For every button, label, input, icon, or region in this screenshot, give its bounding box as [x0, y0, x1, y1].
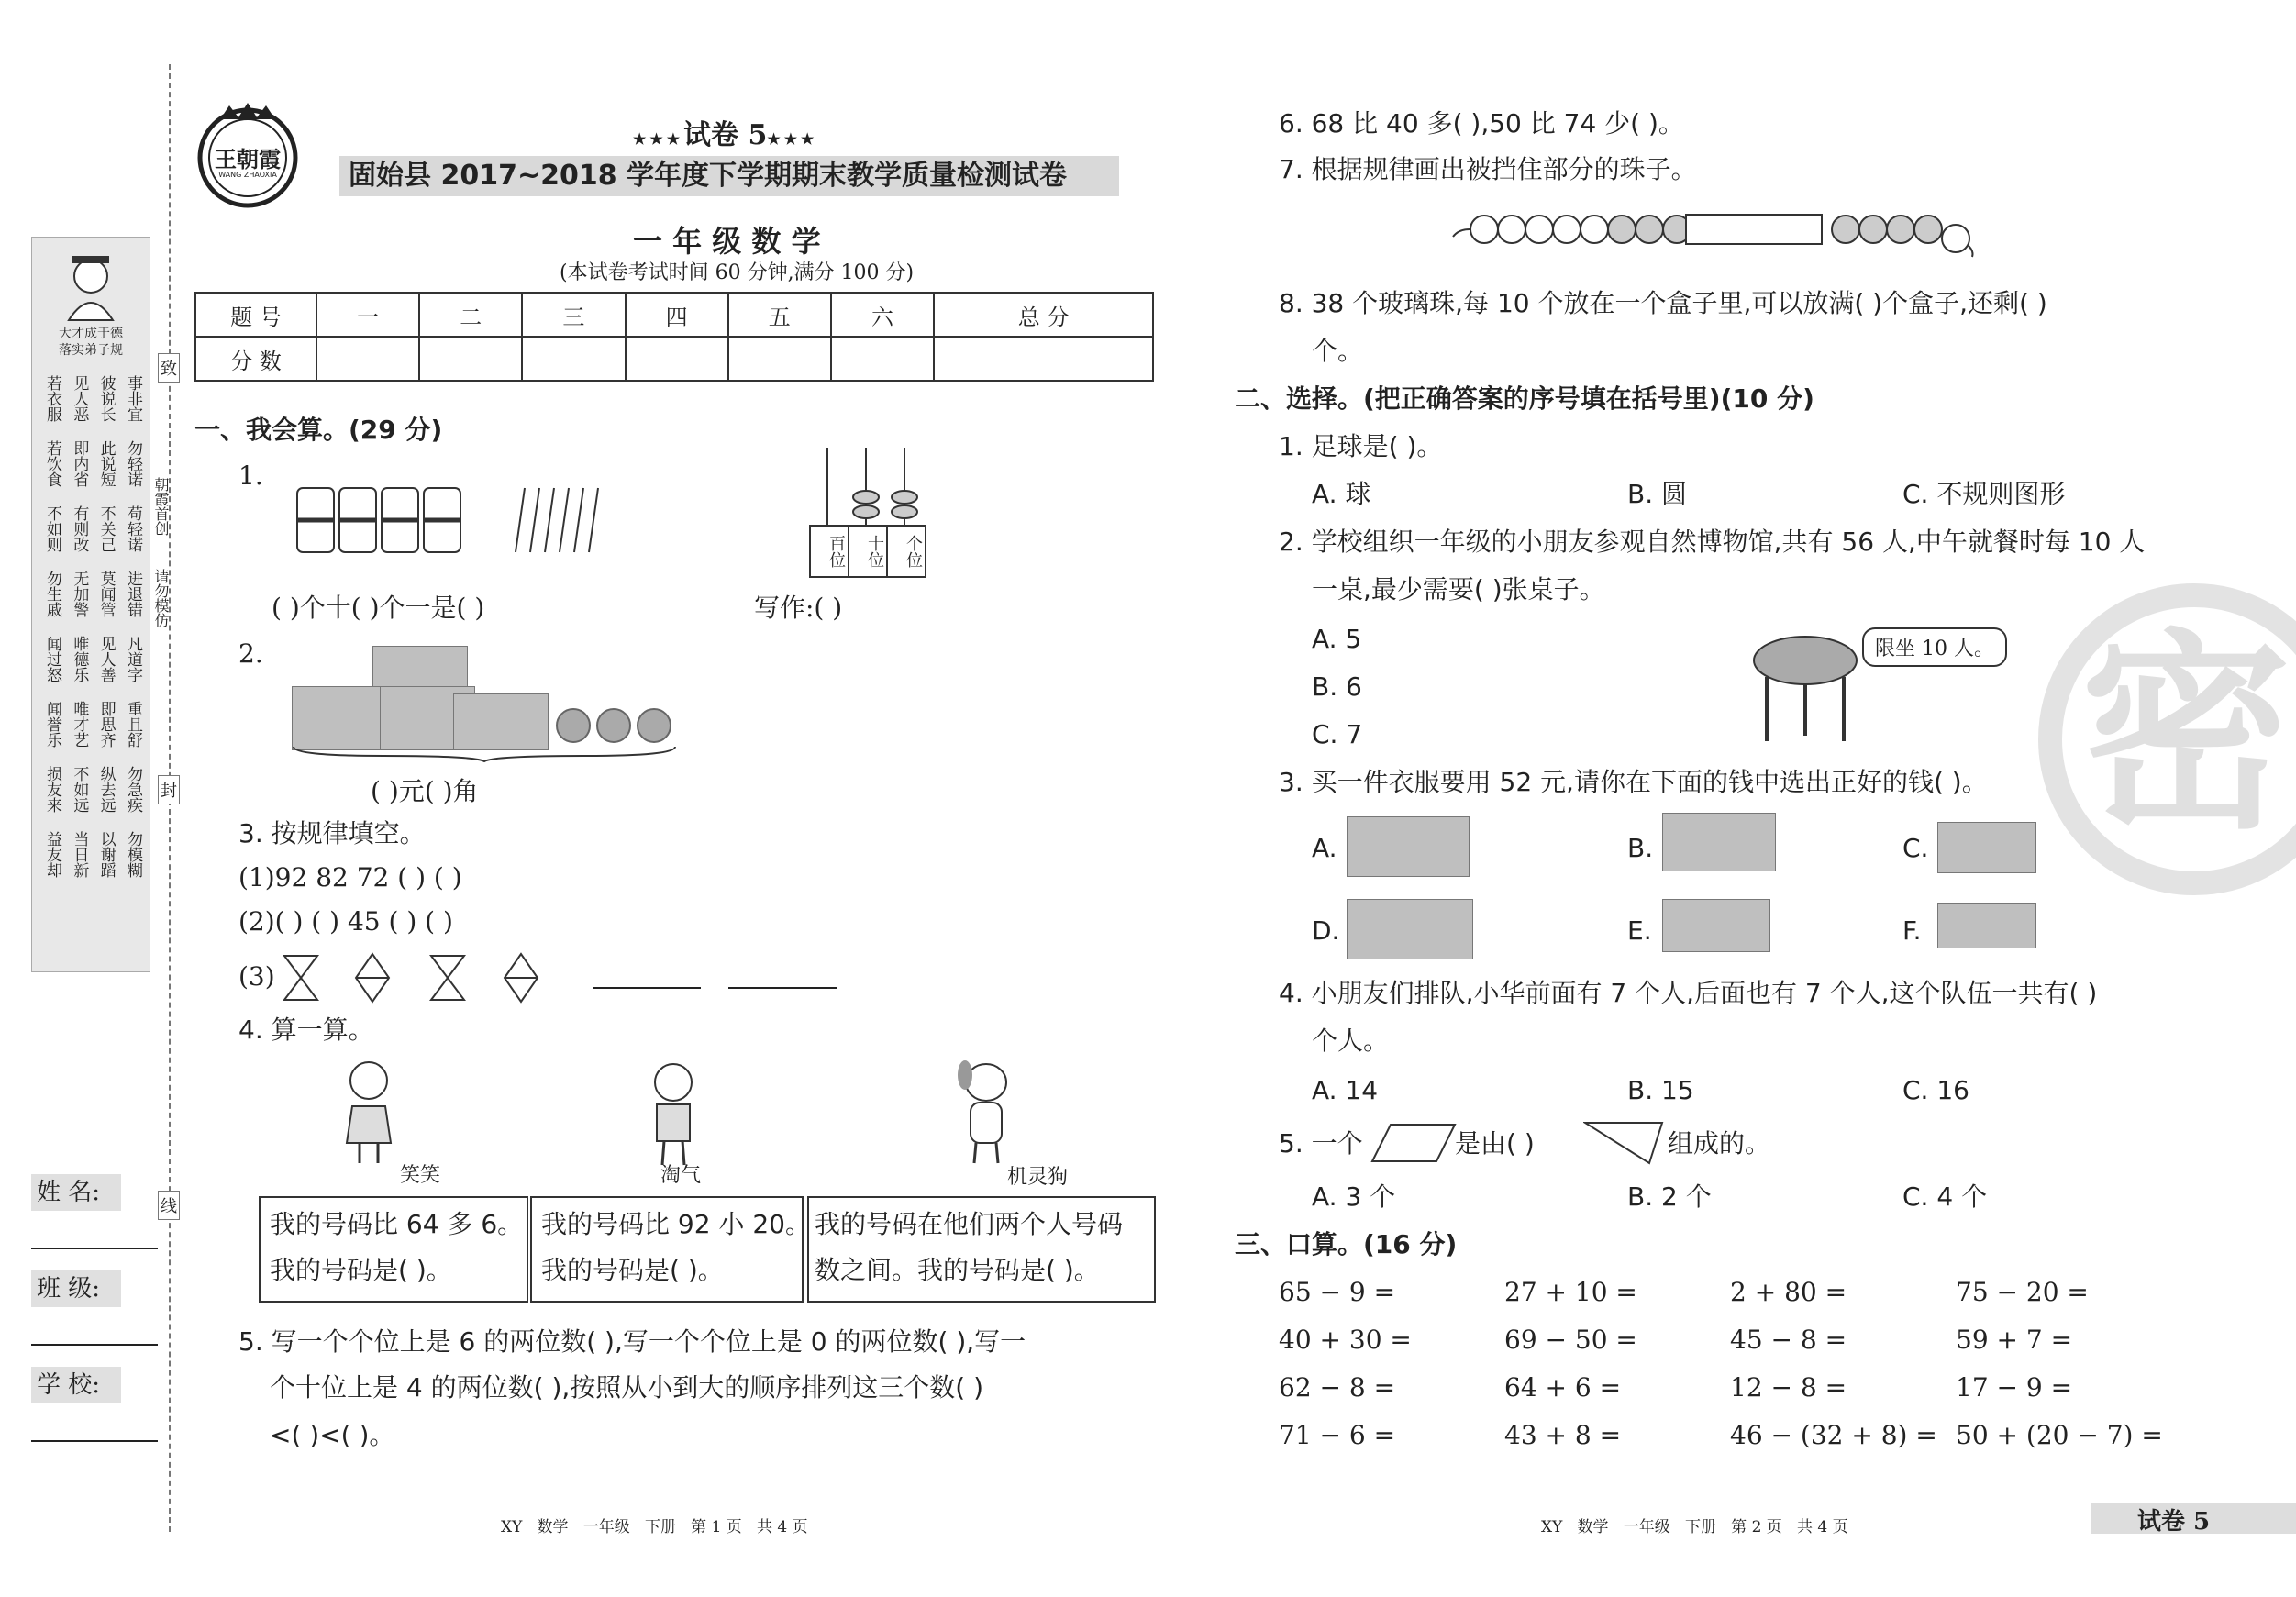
verse-group — [41, 505, 142, 552]
score-cell: 二 — [419, 293, 522, 337]
q8-line-2: 个。 — [1312, 336, 1364, 366]
q3-2-line[interactable]: (2)( ) ( ) 45 ( ) ( ) — [238, 906, 453, 937]
seal-character: 密 — [2080, 613, 2292, 858]
score-input[interactable] — [522, 337, 625, 381]
oral-calc-item[interactable]: 65 − 9 = — [1279, 1277, 1396, 1307]
banknote — [372, 646, 468, 690]
banknote-option[interactable] — [1662, 899, 1770, 952]
verse-column: 莫闻管 — [96, 571, 116, 617]
q6-line[interactable]: 6. 68 比 40 多( ),50 比 74 少( )。 — [1279, 108, 1684, 139]
score-input[interactable] — [316, 337, 419, 381]
verse-column: 苟轻诺 — [123, 505, 142, 552]
motto-panel — [31, 237, 150, 972]
money-illustration — [292, 642, 677, 761]
class-field[interactable] — [31, 1344, 158, 1346]
verse-column: 事非宜 — [123, 375, 142, 422]
s2-q3-option[interactable]: D. — [1312, 915, 1340, 946]
school-field[interactable] — [31, 1440, 158, 1442]
scholar-illustration — [60, 249, 122, 322]
banknote-option[interactable] — [1937, 903, 2036, 948]
s2-q4-line-2: 个人。 — [1312, 1026, 1390, 1056]
parallelogram-shape — [1370, 1121, 1457, 1165]
s2-q3-option[interactable]: F. — [1902, 915, 1922, 946]
score-input[interactable] — [626, 337, 728, 381]
q5-line-3[interactable]: <( )<( )。 — [270, 1420, 395, 1450]
oral-calc-grid — [1279, 1277, 2196, 1479]
s2-q5-option[interactable]: A. 3 个 — [1312, 1181, 1396, 1212]
q3-3-label: (3) — [238, 961, 275, 992]
s2-q2-line-1: 2. 学校组织一年级的小朋友参观自然博物馆,共有 56 人,中午就餐时每 10 人 — [1279, 527, 2146, 557]
clue-box-1 — [259, 1196, 528, 1303]
coin — [556, 708, 591, 743]
q2-answer-line[interactable]: ( )元( )角 — [371, 776, 479, 806]
verse-column: 凡道字 — [123, 636, 142, 682]
s2-q3-option[interactable]: E. — [1627, 915, 1652, 946]
verse-group — [41, 440, 142, 487]
section2-heading: 二、选择。(把正确答案的序号填在括号里)(10 分) — [1235, 383, 1814, 414]
verse-column: 见人善 — [96, 636, 116, 682]
footer-badge: 试卷 5 — [2137, 1508, 2211, 1536]
oral-calc-item[interactable]: 62 − 8 = — [1279, 1372, 1396, 1403]
verse-column: 进退错 — [123, 571, 142, 617]
footer-right: XY 数学 一年级 下册 第 2 页 共 4 页 — [1541, 1518, 1848, 1536]
paper-number-text: 试卷 5 — [683, 119, 768, 151]
verse-column: 以谢蹈 — [96, 831, 116, 878]
score-table — [194, 292, 1154, 382]
motto-line: 大才成于德 — [59, 327, 123, 341]
s2-q1-option[interactable]: A. 球 — [1312, 479, 1371, 509]
name-field[interactable] — [31, 1248, 158, 1249]
coin — [637, 708, 671, 743]
section3-heading: 三、口算。(16 分) — [1235, 1229, 1458, 1259]
exam-note: (本试卷考试时间 60 分钟,满分 100 分) — [560, 261, 915, 284]
pattern-blank-2[interactable] — [728, 987, 837, 989]
score-cell: 总 分 — [934, 293, 1153, 337]
score-cell: 分 数 — [195, 337, 316, 381]
verse-group — [41, 636, 142, 682]
verse-column: 若衣服 — [43, 375, 61, 422]
s2-q2-line-2[interactable]: 一桌,最少需要( )张桌子。 — [1312, 574, 1605, 604]
verse-column: 不关己 — [96, 505, 116, 552]
subject-title: 一 年 级 数 学 — [633, 224, 821, 259]
q4-title: 4. 算一算。 — [238, 1015, 374, 1045]
verse-column: 唯德乐 — [70, 636, 89, 682]
verse-column: 勿急疾 — [123, 766, 142, 813]
q7-line: 7. 根据规律画出被挡住部分的珠子。 — [1279, 154, 1697, 184]
score-input[interactable] — [831, 337, 934, 381]
paper-number: ★★★试卷 5★★★ — [633, 119, 818, 151]
s2-q3-option[interactable]: A. — [1312, 833, 1337, 863]
verse-column: 闻誉乐 — [43, 701, 61, 748]
s2-q5-part-3: 组成的。 — [1668, 1128, 1771, 1159]
coin — [596, 708, 631, 743]
oral-calc-item[interactable]: 43 + 8 = — [1504, 1420, 1622, 1450]
score-input[interactable] — [728, 337, 831, 381]
s2-q5-part-2[interactable]: 是由( ) — [1455, 1128, 1535, 1159]
s2-q5-part-1: 5. 一个 — [1279, 1128, 1363, 1159]
verse-column: 重且舒 — [123, 701, 142, 748]
verse-column: 若饮食 — [43, 440, 61, 487]
banknote-option[interactable] — [1347, 816, 1470, 877]
abacus-label: 百位 — [811, 527, 849, 576]
verse-column: 有则改 — [70, 505, 89, 552]
q1-number: 1. — [238, 460, 263, 491]
q3-title: 3. 按规律填空。 — [238, 818, 426, 848]
verse-column: 见人恶 — [70, 375, 89, 422]
s2-q5-option[interactable]: C. 4 个 — [1902, 1181, 1988, 1212]
clue-answer[interactable]: 数之间。我的号码是( )。 — [815, 1255, 1100, 1285]
character-name: 淘气 — [660, 1164, 702, 1187]
verse-column: 即思齐 — [96, 701, 116, 748]
score-input[interactable] — [419, 337, 522, 381]
dog-illustration — [945, 1055, 1027, 1165]
verse-group — [41, 375, 142, 422]
score-cell: 三 — [522, 293, 625, 337]
score-table-header — [195, 293, 1153, 337]
clue-answer[interactable]: 我的号码是( )。 — [270, 1255, 452, 1285]
shape-pattern — [281, 950, 547, 1005]
q1-write-line[interactable]: 写作:( ) — [754, 593, 843, 623]
logo-text: 王朝霞 — [215, 146, 281, 172]
oral-calc-item[interactable]: 27 + 10 = — [1504, 1277, 1637, 1307]
school-label: 学 校: — [31, 1367, 121, 1403]
logo-subtext: WANG ZHAOXIA — [218, 171, 277, 179]
s2-q2-option[interactable]: A. 5 — [1312, 624, 1362, 654]
verse-column: 纵去远 — [96, 766, 116, 813]
verse-column: 不如远 — [70, 766, 89, 813]
s2-q2-option[interactable]: C. 7 — [1312, 719, 1363, 749]
s2-q5-option[interactable]: B. 2 个 — [1627, 1181, 1712, 1212]
s2-q4-line-1[interactable]: 4. 小朋友们排队,小华前面有 7 个人,后面也有 7 个人,这个队伍一共有( ) — [1279, 978, 2098, 1008]
q8-line-1[interactable]: 8. 38 个玻璃珠,每 10 个放在一个盒子里,可以放满( )个盒子,还剩( ) — [1279, 288, 2047, 318]
verse-column: 此说短 — [96, 440, 116, 487]
abacus — [807, 444, 926, 578]
exam-title: 固始县 2017~2018 学年度下学期期末教学质量检测试卷 — [349, 160, 1068, 192]
verse-column: 唯才艺 — [70, 701, 89, 748]
pattern-blank-1[interactable] — [593, 987, 701, 989]
stick-bundles — [295, 479, 616, 561]
oral-calc-item[interactable]: 46 − (32 + 8) = — [1730, 1420, 1937, 1450]
verse-group — [41, 766, 142, 813]
oral-calc-item[interactable]: 2 + 80 = — [1730, 1277, 1847, 1307]
oral-calc-item[interactable]: 12 − 8 = — [1730, 1372, 1847, 1403]
verse-column: 益友却 — [43, 831, 61, 878]
banknote — [453, 693, 549, 750]
side-mark-1: 致 — [158, 353, 180, 383]
s2-q1-option[interactable]: C. 不规则图形 — [1902, 479, 2066, 509]
verse-column: 损友来 — [43, 766, 61, 813]
banknote-option[interactable] — [1347, 899, 1473, 959]
banknote-option[interactable] — [1937, 822, 2036, 873]
s2-q1-option[interactable]: B. 圆 — [1627, 479, 1688, 509]
oral-calc-item[interactable]: 64 + 6 = — [1504, 1372, 1622, 1403]
oral-calc-item[interactable]: 75 − 20 = — [1956, 1277, 2089, 1307]
q2-number: 2. — [238, 638, 263, 669]
s2-q4-option[interactable]: B. 15 — [1627, 1075, 1694, 1105]
side-mark-3: 请勿模仿 — [152, 569, 170, 627]
bead-string — [1449, 204, 1981, 259]
boy-illustration — [637, 1057, 710, 1167]
capacity-bubble: 限坐 10 人。 — [1862, 627, 2007, 667]
score-cell: 一 — [316, 293, 419, 337]
verse-column: 闻过怒 — [43, 636, 61, 682]
oral-calc-item[interactable]: 17 − 9 = — [1956, 1372, 2073, 1403]
score-cell: 五 — [728, 293, 831, 337]
verse-column: 勿生戚 — [43, 571, 61, 617]
verse-column: 勿轻诺 — [123, 440, 142, 487]
side-mark-2: 朝霞首创 — [152, 477, 170, 536]
oral-calc-item[interactable]: 69 − 50 = — [1504, 1325, 1637, 1355]
oral-calc-item[interactable]: 71 − 6 = — [1279, 1420, 1396, 1450]
triangle-shape — [1583, 1119, 1666, 1167]
verse-column: 勿模糊 — [123, 831, 142, 878]
clue-answer[interactable]: 我的号码是( )。 — [541, 1255, 724, 1285]
clue-line: 我的号码在他们两个人号码 — [815, 1209, 1124, 1239]
motto-line: 落实弟子规 — [59, 343, 123, 358]
character-name: 笑笑 — [400, 1164, 441, 1187]
s2-q4-option[interactable]: A. 14 — [1312, 1075, 1379, 1105]
verse-group — [41, 571, 142, 617]
score-table-row — [195, 337, 1153, 381]
score-cell: 六 — [831, 293, 934, 337]
q3-1-line[interactable]: (1)92 82 72 ( ) ( ) — [238, 862, 462, 893]
round-table — [1750, 633, 1860, 743]
abacus-label: 个位 — [904, 535, 923, 568]
verse-column: 无加警 — [70, 571, 89, 617]
q5-line-2[interactable]: 个十位上是 4 的两位数( ),按照从小到大的顺序排列这三个数( ) — [270, 1372, 984, 1403]
clue-box-2 — [530, 1196, 811, 1303]
s2-q3-option[interactable]: B. — [1627, 833, 1654, 863]
side-mark-5: 线 — [158, 1191, 180, 1220]
girl-illustration — [332, 1055, 405, 1165]
abacus-label: 十位 — [849, 527, 888, 576]
verse-group — [41, 831, 142, 878]
banknote — [292, 686, 387, 750]
footer-left: XY 数学 一年级 下册 第 1 页 共 4 页 — [501, 1518, 808, 1536]
oral-calc-item[interactable]: 59 + 7 = — [1956, 1325, 2073, 1355]
score-input[interactable] — [934, 337, 1153, 381]
side-mark-4: 封 — [158, 775, 180, 804]
clue-line: 我的号码比 64 多 6。 — [270, 1209, 524, 1239]
q1-answer-line[interactable]: ( )个十( )个一是( ) — [272, 593, 485, 623]
verse-column: 彼说长 — [96, 375, 116, 422]
score-cell: 四 — [626, 293, 728, 337]
name-label: 姓 名: — [31, 1174, 121, 1211]
s2-q1[interactable]: 1. 足球是( )。 — [1279, 431, 1443, 461]
s2-q4-option[interactable]: C. 16 — [1902, 1075, 1969, 1105]
section1-heading: 一、我会算。(29 分) — [194, 415, 443, 445]
oral-calc-item[interactable]: 45 − 8 = — [1730, 1325, 1847, 1355]
banknote-option[interactable] — [1662, 813, 1776, 871]
clue-line: 我的号码比 92 小 20。 — [541, 1209, 811, 1239]
brand-logo — [193, 101, 303, 211]
s2-q3[interactable]: 3. 买一件衣服要用 52 元,请你在下面的钱中选出正好的钱( )。 — [1279, 767, 1988, 797]
clue-box-3 — [807, 1196, 1156, 1303]
score-cell: 题 号 — [195, 293, 316, 337]
s2-q2-option[interactable]: B. 6 — [1312, 671, 1362, 702]
confidential-seal — [2038, 583, 2296, 895]
character-name: 机灵狗 — [1007, 1166, 1069, 1189]
verse-group — [41, 701, 142, 748]
oral-calc-item[interactable]: 40 + 30 = — [1279, 1325, 1412, 1355]
verse-column: 不如则 — [43, 505, 61, 552]
q5-line-1[interactable]: 5. 写一个个位上是 6 的两位数( ),写一个个位上是 0 的两位数( ),写一 — [238, 1326, 1026, 1357]
s2-q3-option[interactable]: C. — [1902, 833, 1929, 863]
class-label: 班 级: — [31, 1270, 121, 1307]
verse-column: 当日新 — [70, 831, 89, 878]
verse-column: 即内省 — [70, 440, 89, 487]
verse-block — [41, 375, 142, 896]
oral-calc-item[interactable]: 50 + (20 − 7) = — [1956, 1420, 2163, 1450]
